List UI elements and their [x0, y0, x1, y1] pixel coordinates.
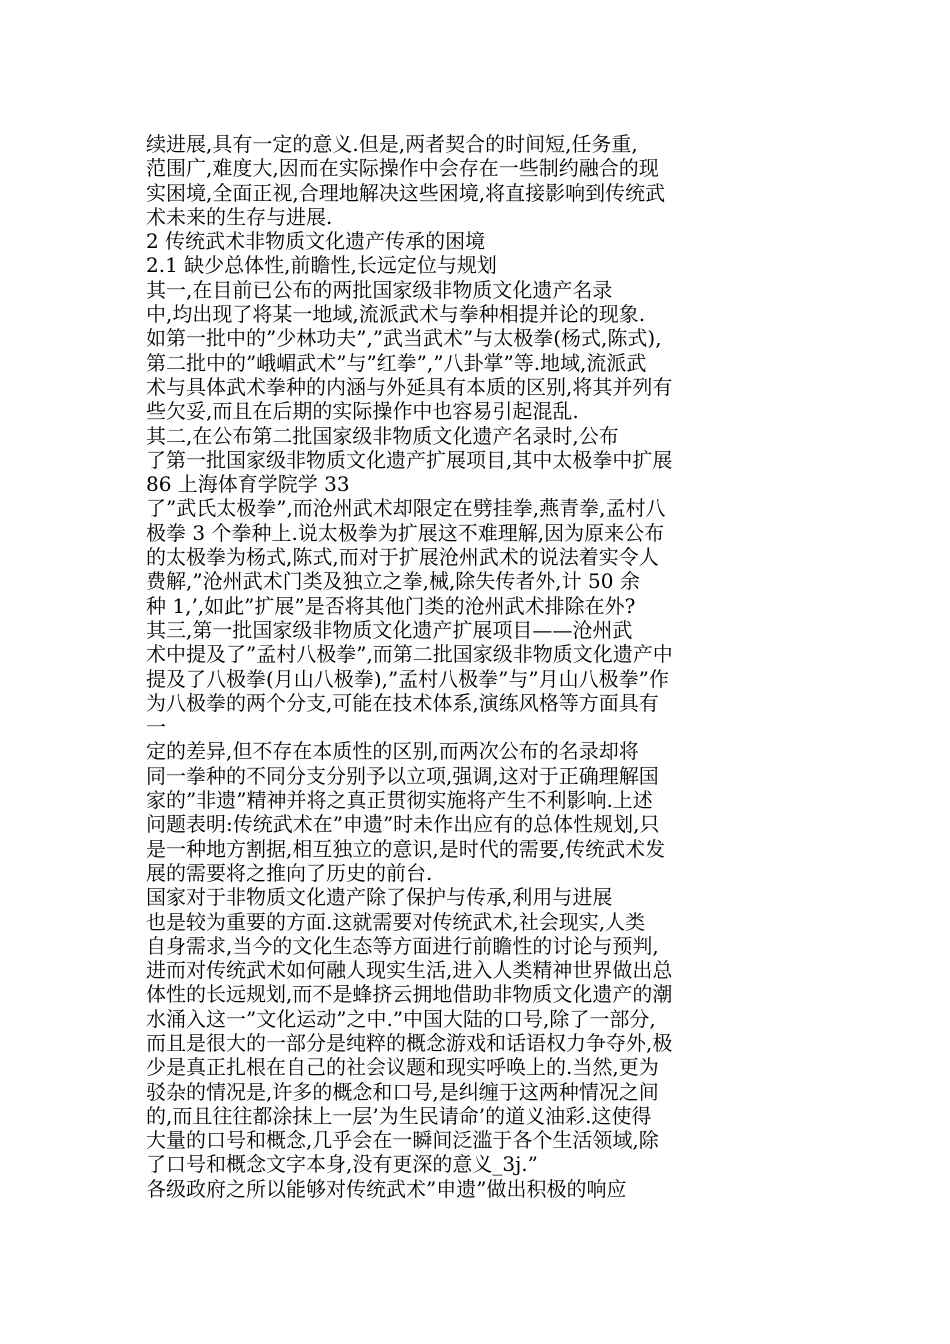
text-line: 术与具体武术拳种的内涵与外延具有本质的区别,将其并列有	[146, 374, 673, 399]
text-line: 提及了八极拳(月山八极拳),”孟村八极拳”与”月山八极拳”作	[146, 666, 669, 691]
text-line: 自身需求,当今的文化生态等方面进行前瞻性的讨论与预判,	[146, 933, 659, 958]
text-line: 如第一批中的”少林功夫”,”武当武术”与太极拳(杨式,陈式),	[146, 326, 662, 351]
text-line: 极拳 3 个拳种上.说太极拳为扩展这不难理解,因为原来公布	[146, 520, 665, 545]
text-line: 少是真正扎根在自己的社会议题和现实呼唤上的.当然,更为	[146, 1055, 659, 1080]
text-line: 术中提及了”孟村八极拳”,而第二批国家级非物质文化遗产中	[146, 642, 673, 667]
text-line: 实困境,全面正视,合理地解决这些困境,将直接影响到传统武	[146, 180, 666, 205]
text-line: 范围广,难度大,因而在实际操作中会存在一些制约融合的现	[146, 156, 659, 181]
text-line: 定的差异,但不存在本质性的区别,而两次公布的名录却将	[146, 739, 639, 764]
text-line: 也是较为重要的方面.这就需要对传统武术,社会现实,人类	[146, 909, 646, 934]
text-line: 续进展,具有一定的意义.但是,两者契合的时间短,任务重,	[146, 132, 638, 156]
section-heading: 2 传统武术非物质文化遗产传承的困境	[146, 229, 486, 254]
text-line: 术未来的生存与进展.	[146, 204, 333, 229]
text-line: 其二,在公布第二批国家级非物质文化遗产名录时,公布	[146, 423, 619, 448]
text-line: 是一种地方割据,相互独立的意识,是时代的需要,传统武术发	[146, 836, 666, 861]
text-line: 其三,第一批国家级非物质文化遗产扩展项目——沧州武	[146, 617, 633, 642]
document-body	[146, 132, 766, 1201]
text-line: 同一拳种的不同分支分别予以立项,强调,这对于正确理解国	[146, 763, 659, 788]
text-line: 大量的口号和概念,几乎会在一瞬间泛滥于各个生活领域,除	[146, 1128, 659, 1153]
text-line: 展的需要将之推向了历史的前台.	[146, 860, 433, 885]
text-line: 国家对于非物质文化遗产除了保护与传承,利用与进展	[146, 885, 613, 910]
text-line: 了”武氏太极拳”,而沧州武术却限定在劈挂拳,燕青拳,孟村八	[146, 496, 666, 521]
text-line: 些欠妥,而且在后期的实际操作中也容易引起混乱.	[146, 399, 579, 424]
text-line: 一	[146, 715, 166, 740]
text-line: 水涌入这一”文化运动”之中.”中国大陆的口号,除了一部分,	[146, 1006, 656, 1031]
text-line: 的,而且往往都涂抹上一层’为生民请命’的道义油彩.这使得	[146, 1103, 652, 1128]
text-line: 种 1,’,如此”扩展”是否将其他门类的沧州武术排除在外?	[146, 593, 636, 618]
text-line: 家的”非遗”精神并将之真正贯彻实施将产生不利影响.上述	[146, 788, 653, 813]
text-line: 各级政府之所以能够对传统武术”申遗”做出积极的响应	[146, 1176, 627, 1201]
text-line: 费解,”沧州武术门类及独立之拳,械,除失传者外,计 50 余	[146, 569, 640, 594]
text-line: 为八极拳的两个分支,可能在技术体系,演练风格等方面具有	[146, 690, 659, 715]
text-line: 第二批中的”峨嵋武术”与”红拳”,”八卦掌”等.地域,流派武	[146, 350, 647, 375]
text-line: 驳杂的情况是,许多的概念和口号,是纠缠于这两种情况之间	[146, 1079, 659, 1104]
text-line: 其一,在目前已公布的两批国家级非物质文化遗产名录	[146, 277, 613, 302]
text-line: 了口号和概念文字本身,没有更深的意义_3j.”	[146, 1152, 538, 1177]
text-line: 了第一批国家级非物质文化遗产扩展项目,其中太极拳中扩展	[146, 447, 673, 472]
text-line: 体性的长远规划,而不是蜂挤云拥地借助非物质文化遗产的潮	[146, 982, 673, 1007]
running-header: 86 上海体育学院学 33	[146, 472, 350, 497]
subsection-heading: 2.1 缺少总体性,前瞻性,长远定位与规划	[146, 253, 497, 278]
text-line: 中,均出现了将某一地域,流派武术与拳种相提并论的现象.	[146, 302, 646, 327]
text-line: 的太极拳为杨式,陈式,而对于扩展沧州武术的说法着实令人	[146, 545, 659, 570]
text-line: 进而对传统武术如何融人现实生活,进入人类精神世界做出总	[146, 958, 673, 983]
text-line: 问题表明:传统武术在”申遗”时未作出应有的总体性规划,只	[146, 812, 660, 837]
text-line: 而且是很大的一部分是纯粹的概念游戏和话语权力争夺外,极	[146, 1030, 673, 1055]
